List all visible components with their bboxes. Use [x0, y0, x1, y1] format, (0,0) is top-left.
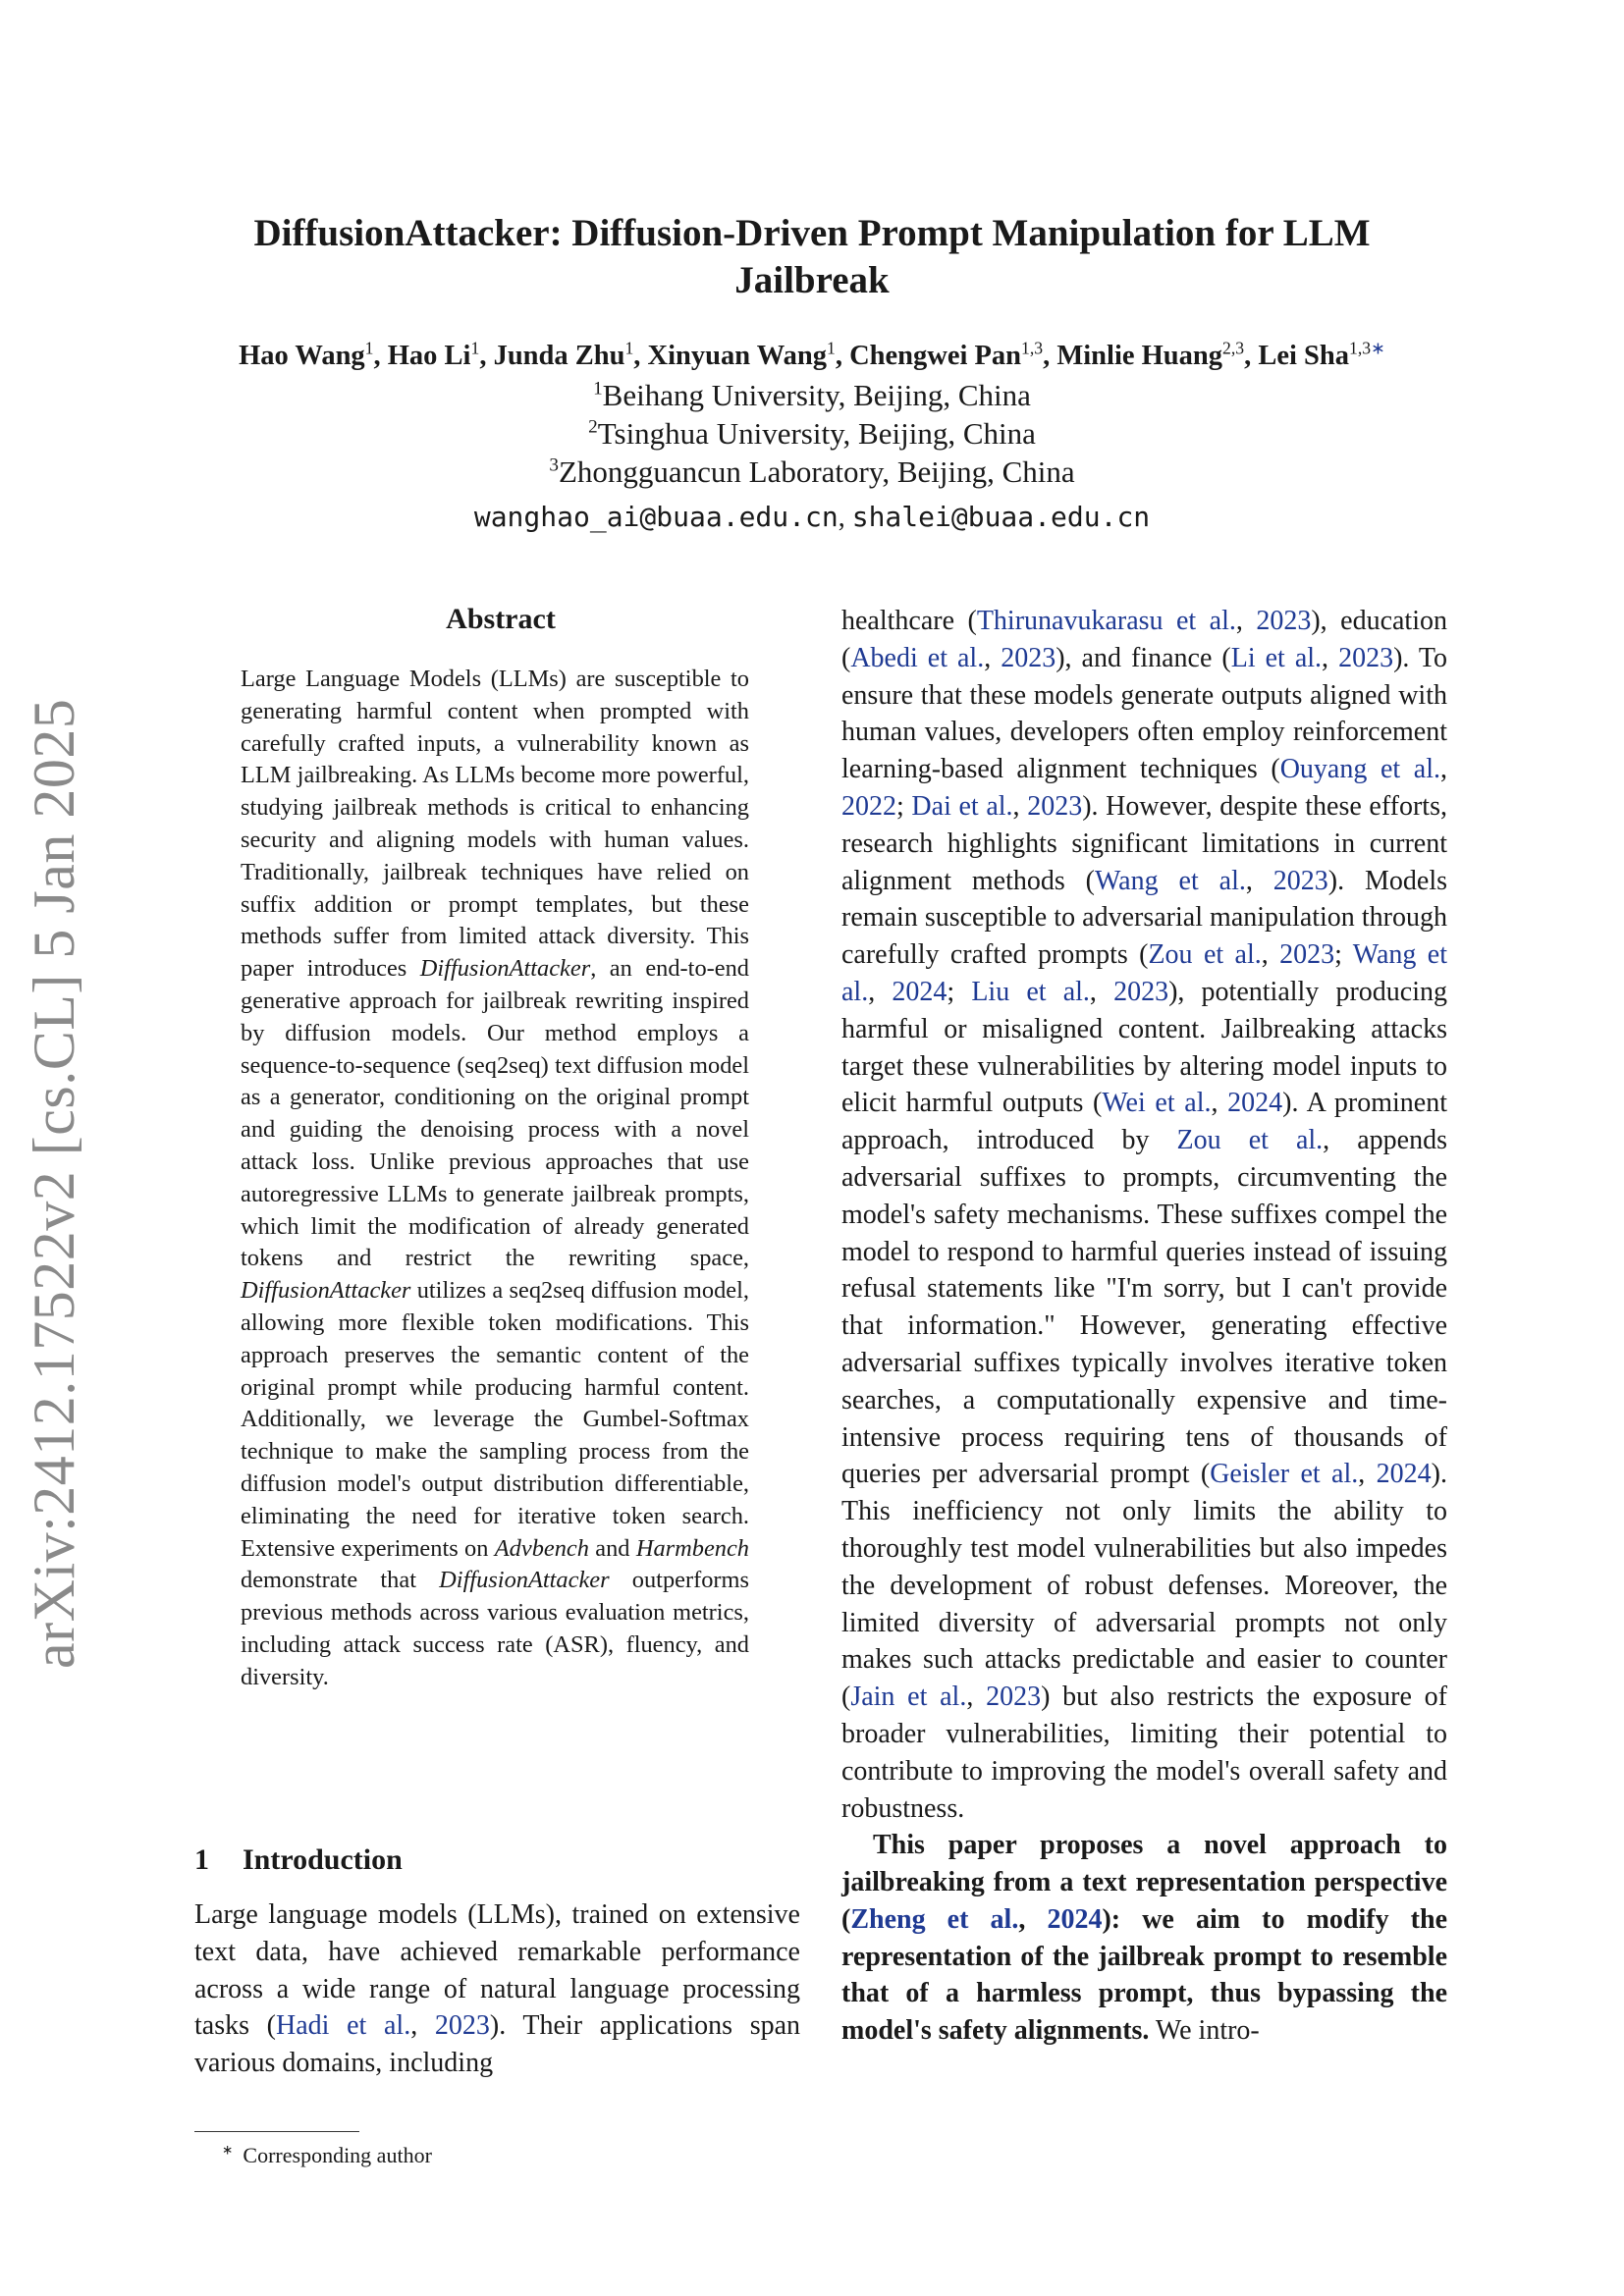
affiliation-text: Tsinghua University, Beijing, China [597, 416, 1036, 451]
citation-year-link[interactable]: 2023 [986, 1682, 1042, 1713]
email-sep: , [838, 503, 852, 533]
body-text: , [966, 1682, 987, 1713]
abstract-emphasis: Harmbench [635, 1534, 749, 1562]
citation-link[interactable]: Wang et al. [841, 939, 1447, 1007]
affiliation-sup: 2 [588, 416, 598, 438]
citation-year-link[interactable]: 2024 [892, 976, 947, 1007]
body-text: ), and finance ( [1056, 642, 1231, 673]
citation-link[interactable]: Zheng et al. [850, 1903, 1019, 1935]
author-name: Hao Li [387, 341, 471, 371]
author-sep: , [1244, 341, 1259, 371]
paper-title [0, 210, 1624, 304]
affiliation-2 [0, 415, 1624, 453]
section-number: 1 [194, 1843, 209, 1876]
affiliation-sup: 3 [549, 454, 559, 476]
intro-paragraph [194, 1896, 800, 2082]
author-name: Xinyuan Wang [647, 341, 827, 371]
citation-link[interactable]: Wei et al. [1102, 1088, 1212, 1119]
author-sep: , [633, 341, 648, 371]
citation-link[interactable]: Geisler et al. [1210, 1459, 1359, 1490]
title-line-2: Jailbreak [734, 259, 890, 301]
citation-link[interactable]: Dai et al. [911, 790, 1013, 822]
abstract-heading: Abstract [446, 603, 556, 635]
citation-year-link[interactable]: 2024 [1047, 1903, 1103, 1935]
author-affil-sup: 2,3 [1222, 338, 1245, 358]
author-sep: , [373, 341, 388, 371]
body-text: , [868, 976, 893, 1007]
bold-text: , [1018, 1903, 1048, 1935]
citation-year-link[interactable]: 2022 [841, 790, 896, 822]
citation-year-link[interactable]: 2024 [1376, 1459, 1432, 1490]
citation-link[interactable]: Zou et al. [1176, 1125, 1324, 1156]
body-text: ). A prominent approach, introduced by [841, 1088, 1447, 1156]
body-text: We intro- [1149, 2015, 1260, 2047]
body-text: ). Their applications span various domains, including [194, 2010, 801, 2079]
citation-link[interactable]: Abedi et al. [850, 642, 985, 673]
abstract-emphasis: DiffusionAttacker [439, 1567, 610, 1594]
citation-link[interactable]: Liu et al. [971, 976, 1090, 1007]
citation-year-link[interactable]: 2023 [1027, 790, 1083, 822]
body-text: ), potentially producing harmful or misaligned content. Jailbreaking attacks target these vulnerabilities by altering model inputs to elicit harmful outputs ( [841, 976, 1447, 1119]
affiliation-text: Zhongguancun Laboratory, Beijing, China [558, 454, 1075, 489]
author-affil-sup: 1,3 [1021, 338, 1044, 358]
affiliation-text: Beihang University, Beijing, China [602, 378, 1031, 412]
author-name: Minlie Huang [1056, 341, 1223, 371]
body-text: ). Models remain susceptible to adversarial manipulation through carefully crafted prompts ( [841, 865, 1448, 971]
citation-year-link[interactable]: 2023 [1256, 606, 1312, 636]
body-text: ) but also restricts the exposure of broader vulnerabilities, limiting their potential to contribute to improving the model's overall safety and robustness. [841, 1682, 1448, 1824]
author-affil-sup: 1 [364, 338, 374, 358]
right-paragraph-1 [841, 603, 1447, 1827]
body-text: , [1012, 790, 1028, 822]
bold-text: ): we aim to modify the representation of the jailbreak prompt to resemble that of a harmless prompt, thus bypassing the model's safety alignments. [841, 1903, 1448, 2047]
body-text: ), education ( [841, 606, 1447, 673]
author-emails [0, 499, 1624, 537]
author-sep: , [479, 341, 494, 371]
body-text: , [984, 642, 1001, 673]
abstract-text: Large Language Models (LLMs) are susceptible to generating harmful content when prompted with carefully crafted inputs, a vulnerability known as LLM jailbreaking. As LLMs become more powerful, studying jailbreak methods is critical to enhancing security and aligning models with human values. Traditionally, jailbreak techniques have relied on suffix addition or prompt templates, but these methods suffer from limited attack diversity. This paper introduces [241, 666, 749, 983]
abstract-text: and [588, 1534, 636, 1562]
abstract-emphasis: DiffusionAttacker [419, 955, 591, 983]
citation-link[interactable]: Ouyang et al. [1279, 754, 1440, 785]
citation-year-link[interactable]: 2023 [1338, 642, 1394, 673]
footnote [222, 2142, 432, 2169]
citation-year-link[interactable]: 2024 [1227, 1088, 1283, 1119]
abstract-text: demonstrate that [241, 1567, 440, 1594]
body-text: , [1211, 1088, 1228, 1119]
author-affil-sup: 1 [470, 338, 480, 358]
body-text: , appends adversarial suffixes to prompts, circumventing the model's safety mechanisms. These suffixes compel the model to respond to harmful queries instead of issuing refusal statements like "I'm sorry, but I can't provide that information." However, generating effective adversarial suffixes typically involves iterative token searches, a computationally expensive and time-intensive process requiring tens of thousands of queries per adversarial prompt ( [841, 1125, 1447, 1490]
abstract-emphasis: DiffusionAttacker [241, 1277, 411, 1305]
body-text: ; [896, 790, 912, 822]
footnote-mark: ∗ [222, 2142, 234, 2158]
email-1[interactable]: wanghao_ai@buaa.edu.cn [473, 501, 839, 533]
bold-text: This paper proposes a novel approach to jailbreaking from a text representation perspective ( [841, 1830, 1447, 1935]
author-name: Lei Sha [1258, 341, 1349, 371]
citation-year-link[interactable]: 2023 [1113, 976, 1169, 1007]
email-2[interactable]: shalei@buaa.edu.cn [851, 501, 1151, 533]
body-text: , [410, 2010, 435, 2042]
citation-link[interactable]: Hadi et al. [276, 2010, 411, 2042]
affiliation-1 [0, 377, 1624, 414]
citation-link[interactable]: Jain et al. [850, 1682, 967, 1713]
body-text: , [1358, 1459, 1377, 1490]
body-text: , [1322, 642, 1339, 673]
affiliation-3 [0, 454, 1624, 491]
abstract-text: utilizes a seq2seq diffusion model, allowing more flexible token modifications. This approach preserves the semantic content of the original prompt while producing harmful content. Additionally, we leverage the Gumbel-Softmax technique to make the sampling process from the diffusion model's output distribution differentiable, eliminating the need for iterative token search. Extensive experiments on [241, 1277, 749, 1562]
abstract-body [241, 664, 749, 1694]
citation-link[interactable]: Wang et al. [1095, 865, 1246, 896]
body-text: ). To ensure that these models generate outputs aligned with human values, developers often employ reinforcement learning-based alignment techniques ( [841, 642, 1448, 785]
body-text: , [1261, 939, 1280, 971]
citation-year-link[interactable]: 2023 [434, 2010, 490, 2042]
citation-year-link[interactable]: 2023 [1279, 939, 1335, 971]
body-text: ; [947, 976, 972, 1007]
body-text: ). However, despite these efforts, research highlights significant limitations in current alignment methods ( [841, 790, 1447, 896]
arxiv-side-label: arXiv:2412.17522v2 [cs.CL] 5 Jan 2025 [22, 698, 86, 1669]
section-title: Introduction [243, 1843, 403, 1876]
author-name: Chengwei Pan [849, 341, 1022, 371]
title-line-1: DiffusionAttacker: Diffusion-Driven Prompt Manipulation for LLM [253, 212, 1371, 254]
author-sep: , [835, 341, 850, 371]
author-name: Junda Zhu [493, 341, 625, 371]
corresponding-author-link[interactable]: ∗ [1371, 338, 1385, 358]
author-affil-sup: 1,3 [1349, 338, 1372, 358]
section-heading-introduction [194, 1843, 403, 1877]
citation-link[interactable]: Li et al. [1230, 642, 1323, 673]
body-text: , [1235, 606, 1257, 636]
abstract-text: outperforms previous methods across various evaluation metrics, including attack success rate (ASR), fluency, and diversity. [241, 1567, 749, 1690]
abstract-emphasis: Advbench [494, 1534, 589, 1562]
footnote-divider [194, 2131, 359, 2132]
author-name: Hao Wang [239, 341, 365, 371]
abstract-text: , an end-to-end generative approach for jailbreak rewriting inspired by diffusion models. Our method employs a sequence-to-sequence (seq2seq) text diffusion model as a generator, conditioning on the original prompt and guiding the denoising process with a novel attack loss. Unlike previous approaches that use autoregressive LLMs to generate jailbreak prompts, which limit the modification of already generated tokens and restrict the rewriting space, [241, 955, 749, 1272]
body-text: , [1440, 754, 1447, 785]
author-affil-sup: 1 [624, 338, 634, 358]
author-sep: , [1043, 341, 1057, 371]
affiliation-sup: 1 [593, 378, 603, 400]
body-text: , [1089, 976, 1114, 1007]
right-paragraph-2 [841, 1827, 1447, 2050]
body-text: Large language models (LLMs), trained on extensive text data, have achieved remarkable performance across a wide range of natural language processing tasks ( [194, 1899, 800, 2042]
right-column [841, 603, 1447, 2050]
body-text: healthcare ( [841, 606, 977, 636]
citation-link[interactable]: Thirunavukarasu et al. [976, 606, 1236, 636]
citation-year-link[interactable]: 2023 [1001, 642, 1056, 673]
body-text: , [1245, 865, 1273, 896]
citation-link[interactable]: Zou et al. [1148, 939, 1262, 971]
footnote-text: Corresponding author [243, 2143, 432, 2167]
author-affil-sup: 1 [826, 338, 836, 358]
body-text: ; [1334, 939, 1353, 971]
author-list [0, 338, 1624, 375]
body-text: ). This inefficiency not only limits the ability to thoroughly test model vulnerabilities but also impedes the development of robust defenses. Moreover, the limited diversity of adversarial prompts not only makes such attacks predictable and easier to counter ( [841, 1459, 1447, 1713]
citation-year-link[interactable]: 2023 [1272, 865, 1328, 896]
